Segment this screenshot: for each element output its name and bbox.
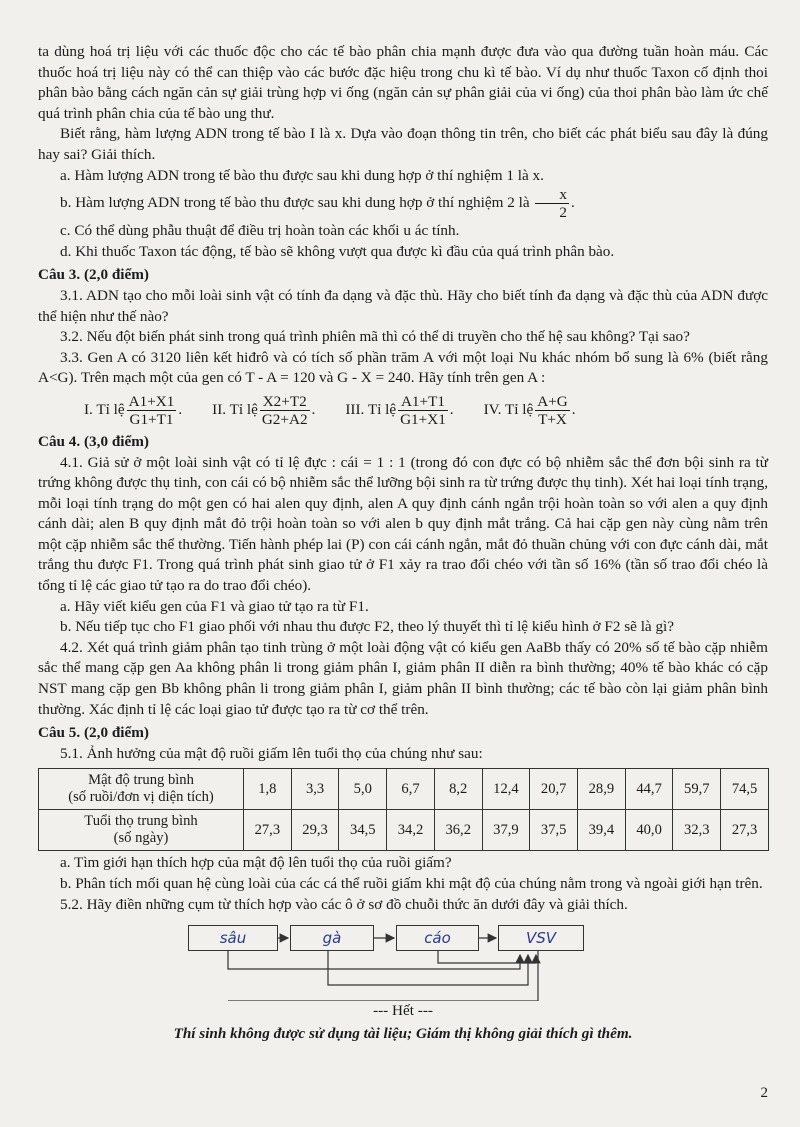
ratio-numerator: A1+T1: [398, 393, 448, 411]
statement-b-text: b. Hàm lượng ADN trong tế bào thu được sau khi dung hợp ở thí nghiệm 2 là: [60, 194, 530, 212]
ratio-label: III. Tỉ lệ: [345, 401, 397, 419]
statement-d: d. Khi thuốc Taxon tác động, tế bào sẽ không vượt qua được kì đầu của quá trình phân bào.: [60, 242, 615, 260]
return-arrow: [328, 951, 528, 985]
chain-box: [188, 925, 278, 951]
table-cell: 74,5: [721, 769, 769, 810]
ratio-end: .: [311, 401, 316, 419]
table-cell: 5,0: [339, 769, 387, 810]
ratio-item: [484, 393, 576, 428]
cau5-q1-a: a. Tìm giới hạn thích hợp của mật độ lên tuổi thọ của ruồi giấm?: [60, 854, 452, 872]
ratio-fraction: [127, 393, 177, 428]
return-arrow: [228, 951, 520, 969]
ratio-fraction: [535, 393, 570, 428]
ratio-denominator: G1+X1: [400, 410, 446, 428]
ratio-numerator: A1+X1: [128, 392, 175, 410]
ratio-end: .: [571, 401, 576, 419]
exam-page: [38, 42, 768, 1044]
row-header-line: (số ruồi/đơn vị diện tích): [68, 789, 214, 806]
food-chain-diagram: [38, 919, 768, 1001]
statement-b-end: .: [570, 194, 575, 212]
end-marker: --- Hết ---: [373, 1002, 433, 1020]
table-row-header: [39, 769, 244, 810]
ratio-item: [84, 393, 182, 428]
row-header-line: Tuổi thọ trung bình: [84, 813, 198, 830]
ratio-end: .: [449, 401, 454, 419]
fraction-numerator: x: [535, 186, 569, 204]
table-cell: 8,2: [434, 769, 482, 810]
chain-box-label: sâu: [219, 929, 247, 948]
cau4-q1-b: b. Nếu tiếp tục cho F1 giao phối với nhau thu được F2, theo lý thuyết thì tỉ lệ kiểu hình ở F2 sẽ là gì?: [60, 618, 675, 636]
cau4-title: Câu 4. (3,0 điểm): [38, 432, 149, 450]
exam-note: Thí sinh không được sử dụng tài liệu; Giám thị không giải thích gì thêm.: [173, 1024, 633, 1042]
table-cell: 40,0: [625, 810, 673, 851]
ratio-end: .: [178, 401, 183, 419]
cau5-q1-b: b. Phân tích mối quan hệ cùng loài của các cá thể ruồi giấm khi mật độ của chúng nằm trong và ngoài giới hạn trên.: [60, 875, 763, 892]
statement-b: [38, 186, 768, 221]
ratio-numerator: A+G: [537, 392, 568, 410]
fraction-x-over-2: [535, 186, 569, 221]
table-cell: 44,7: [625, 769, 673, 810]
ratio-item: [345, 393, 453, 428]
ratio-denominator: G2+A2: [261, 410, 308, 428]
page-number: 2: [760, 1085, 768, 1101]
density-lifespan-table: [38, 768, 769, 851]
row-header-line: (số ngày): [113, 830, 169, 847]
cau3-q2: 3.2. Nếu đột biến phát sinh trong quá trình phiên mã thì có thể di truyền cho thế hệ sau không? Tại sao?: [60, 328, 690, 346]
table-cell: 39,4: [578, 810, 626, 851]
ratio-item: [212, 393, 315, 428]
return-arrow: [438, 951, 536, 963]
cau4-q1-a: a. Hãy viết kiểu gen của F1 và giao tử tạo ra từ F1.: [60, 597, 369, 615]
table-cell: 59,7: [673, 769, 721, 810]
chain-box-label: cáo: [424, 929, 451, 948]
statement-a: a. Hàm lượng ADN trong tế bào thu được sau khi dung hợp ở thí nghiệm 1 là x.: [60, 166, 544, 184]
chain-box-label: gà: [322, 929, 342, 948]
intro-question: Biết rằng, hàm lượng ADN trong tế bào I là x. Dựa vào đoạn thông tin trên, cho biết các phát biểu sau đây là đúng hay sai? Giải thích.: [38, 125, 768, 163]
table-cell: 27,3: [721, 810, 769, 851]
chain-box: [498, 925, 584, 951]
cau4-q2: 4.2. Xét quá trình giảm phân tạo tinh trùng ở một loài động vật có kiểu gen AaBb thấy có 20% số tế bào cặp nhiễm sắc thể mang cặp gen Aa không phân li trong giảm phân I, giảm phân II diễn ra bình thường; 40% tế bào khác có cặp NST mang cặp gen Bb không phân li trong giảm phân I, giảm phân II bình thường; các tế bào còn lại giảm phân bình thường. Xác định tỉ lệ các loại giao tử được tạo ra từ cơ thể trên.: [38, 638, 768, 718]
table-cell: 37,5: [530, 810, 578, 851]
cau3-q1: 3.1. ADN tạo cho mỗi loài sinh vật có tính đa dạng và đặc thù. Hãy cho biết tính đa dạng và đặc thù của ADN được thể hiện như thế nào?: [38, 286, 768, 325]
cau5-title: Câu 5. (2,0 điểm): [38, 724, 149, 742]
table-cell: 28,9: [578, 769, 626, 810]
ratio-denominator: T+X: [538, 410, 567, 428]
chain-box: [290, 925, 374, 951]
intro-paragraph: ta dùng hoá trị liệu với các thuốc độc cho các tế bào phân chia mạnh được đưa vào qua đường tuần hoàn máu. Các thuốc hoá trị liệu này có thể can thiệp vào các bước đặc hiệu trong chu kì tế bào. Ví dụ như thuốc Taxon cố định thoi phân bào bằng cách ngăn cản sự giải trùng hợp vi ống (ngăn cản sự phân giải của vi ống) của thoi phân bào làm ức chế quá trình phân chia của tế bào ung thư.: [38, 43, 768, 122]
table-cell: 29,3: [291, 810, 339, 851]
ratio-label: I. Tỉ lệ: [84, 401, 125, 419]
cau3-q3: 3.3. Gen A có 3120 liên kết hiđrô và có tích số phần trăm A với một loại Nu khác nhóm bổ sung là 6% (biết rằng A<G). Trên mạch một của gen có T - A = 120 và G - X = 240. Hãy tính trên gen A :: [38, 348, 768, 387]
cau3-title: Câu 3. (2,0 điểm): [38, 266, 149, 284]
ratio-numerator: X2+T2: [260, 393, 310, 411]
table-row-header: [39, 810, 244, 851]
table-cell: 27,3: [244, 810, 292, 851]
table-cell: 34,2: [387, 810, 435, 851]
ratio-denominator: G1+T1: [129, 410, 174, 428]
row-header-line: Mật độ trung bình: [88, 772, 194, 789]
chain-box-label: VSV: [525, 929, 557, 948]
ratio-fraction: [398, 393, 448, 428]
table-cell: 12,4: [482, 769, 530, 810]
table-row: [39, 769, 769, 810]
fraction-denominator: 2: [559, 204, 567, 222]
cau5-q1: 5.1. Ảnh hưởng của mật độ ruồi giấm lên tuổi thọ của chúng như sau:: [60, 744, 483, 762]
table-cell: 37,9: [482, 810, 530, 851]
table-cell: 1,8: [244, 769, 292, 810]
ratio-label: II. Tỉ lệ: [212, 401, 258, 419]
ratio-list: [84, 393, 768, 428]
ratio-label: IV. Tỉ lệ: [483, 401, 534, 419]
table-cell: 36,2: [434, 810, 482, 851]
cau4-q1: 4.1. Giả sử ở một loài sinh vật có tỉ lệ đực : cái = 1 : 1 (trong đó con đực có bộ nhiễm sắc thể đơn bội sinh ra từ trứng không được thụ tinh, con cái có bộ nhiễm sắc thể lưỡng bội sinh ra từ trứng được thụ tinh). Xét hai loại tính trạng, mỗi loại tính trạng do một gen có hai alen quy định, alen A quy định cánh ngắn trội hoàn toàn so với alen a quy định cánh dài; alen B quy định mắt đỏ trội hoàn toàn so với alen b quy định mắt trắng. Cả hai cặp gen này cùng nằm trên một cặp nhiễm sắc thể thường. Tiến hành phép lai (P) con cái cánh ngắn, mắt đỏ thuần chủng với con đực cánh dài, mắt trắng thu được F1. Trong quá trình phát sinh giao tử ở F1 xảy ra trao đổi chéo với tần số 16% (tần số trao đổi chéo là tổng tỉ lệ các giao tử tạo ra do trao đổi chéo).: [38, 453, 768, 595]
table-row: [39, 810, 769, 851]
table-cell: 20,7: [530, 769, 578, 810]
ratio-fraction: [260, 393, 310, 428]
table-cell: 34,5: [339, 810, 387, 851]
table-cell: 6,7: [387, 769, 435, 810]
table-cell: 32,3: [673, 810, 721, 851]
table-cell: 3,3: [291, 769, 339, 810]
statement-c: c. Có thể dùng phẫu thuật để điều trị hoàn toàn các khối u ác tính.: [60, 222, 460, 240]
chain-box: [396, 925, 479, 951]
cau5-q2: 5.2. Hãy điền những cụm từ thích hợp vào các ô ở sơ đồ chuỗi thức ăn dưới đây và giải thích.: [60, 895, 628, 913]
